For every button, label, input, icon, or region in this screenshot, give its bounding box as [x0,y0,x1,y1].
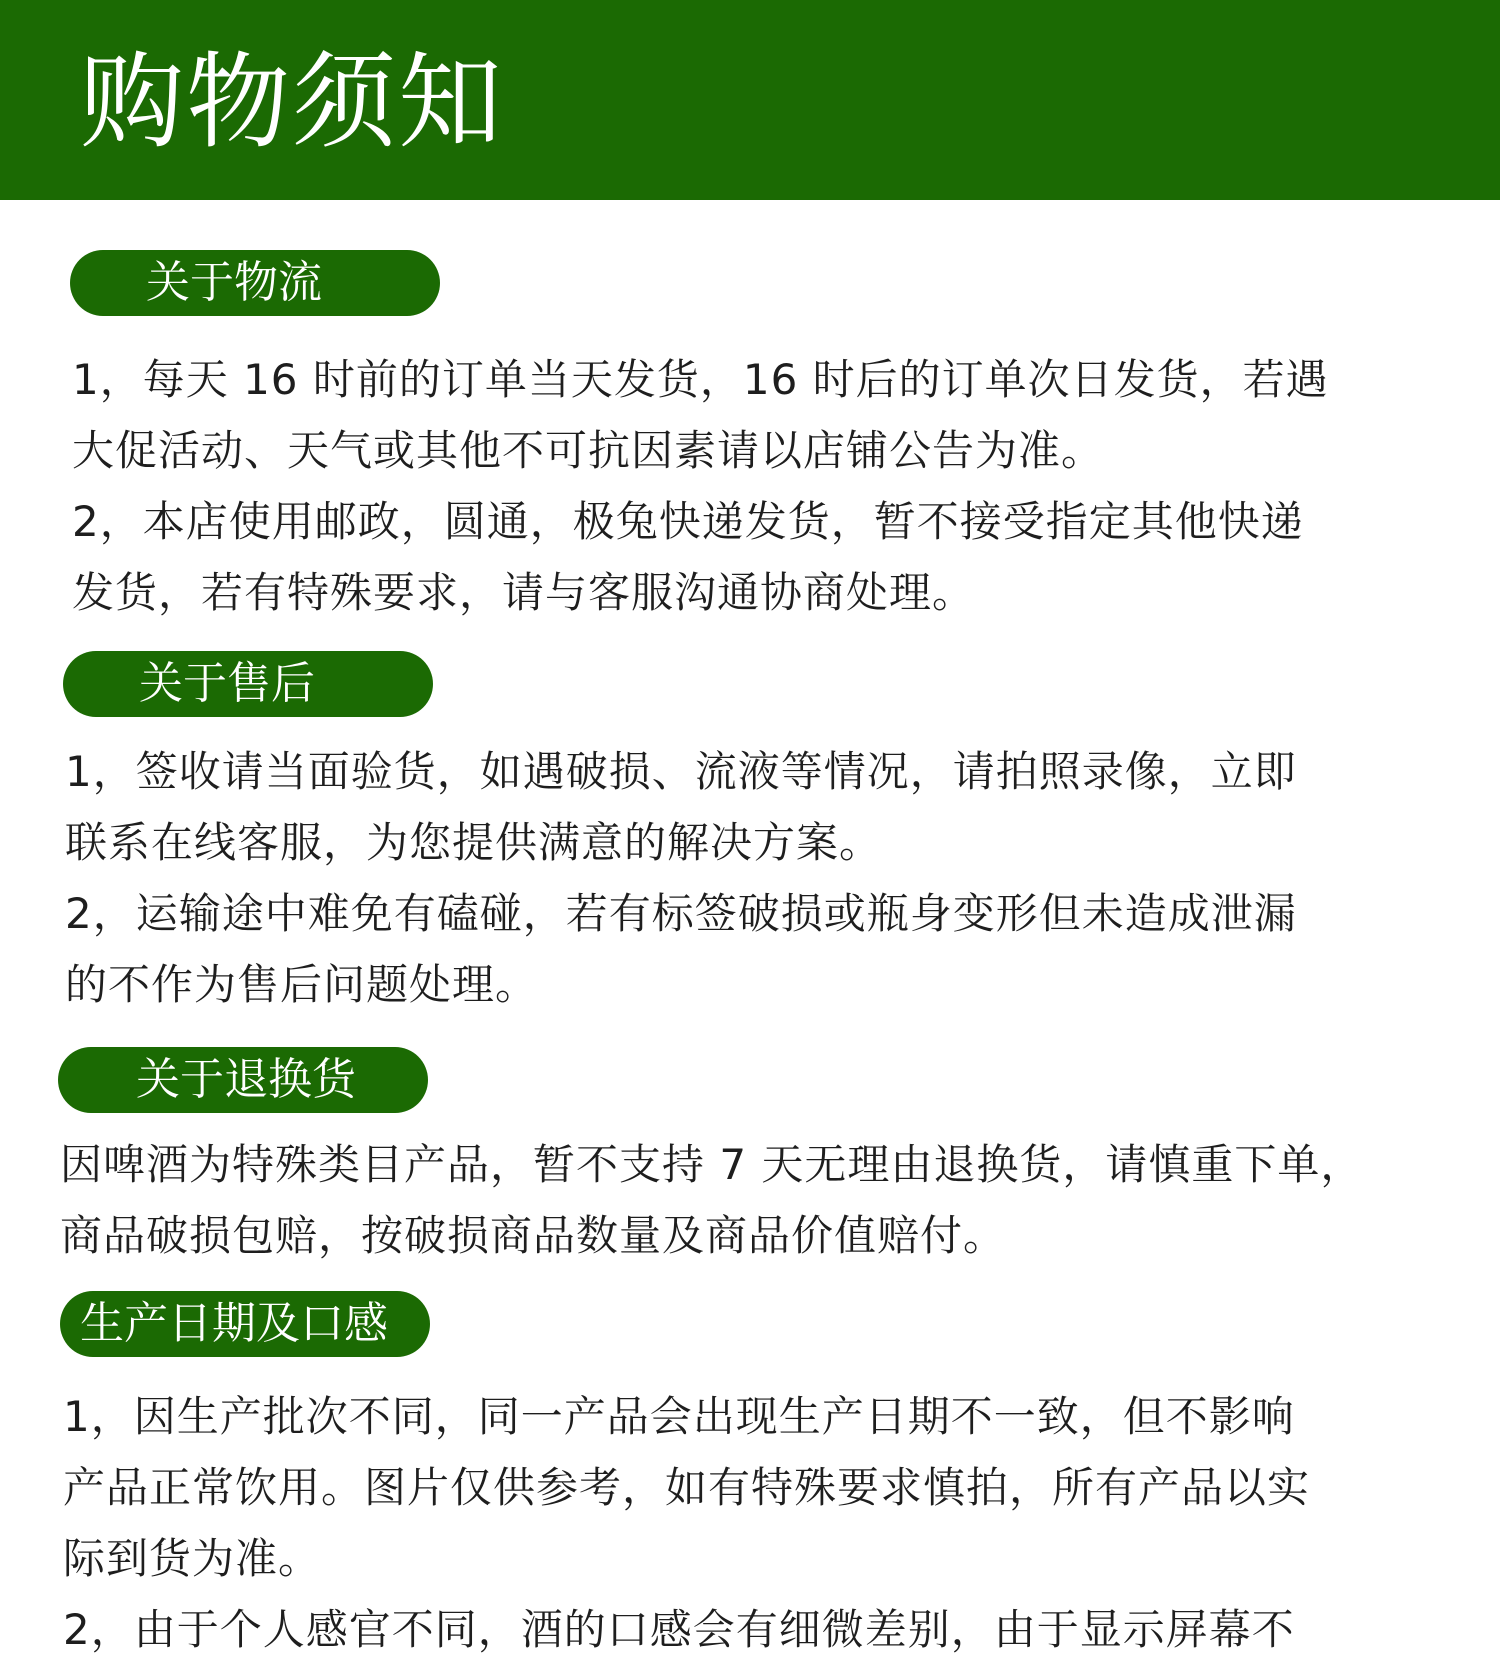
text-line: 因啤酒为特殊类目产品，暂不支持 7 天无理由退换货，请慎重下单， [60,1140,1364,1189]
section-badge-production-date [60,1291,430,1357]
section-label-logistics: 关于物流 [146,257,322,308]
text-line: 发货，若有特殊要求，请与客服沟通协商处理。 [72,568,976,617]
text-line: 产品正常饮用。图片仅供参考，如有特殊要求慎拍，所有产品以实 [63,1463,1311,1512]
text-line: 2，本店使用邮政，圆通，极兔快递发货，暂不接受指定其他快递 [72,497,1304,546]
text-line: 际到货为准。 [63,1534,322,1583]
text-line: 2，由于个人感官不同，酒的口感会有细微差别，由于显示屏幕不 [63,1605,1295,1654]
text-line: 大促活动、天气或其他不可抗因素请以店铺公告为准。 [72,426,1105,475]
header-banner [0,0,1500,200]
text-line: 1，因生产批次不同，同一产品会出现生产日期不一致，但不影响 [63,1392,1295,1441]
section-text-production-date [63,1381,1310,1665]
section-badge-after-sales [63,651,433,717]
section-text-logistics [72,344,1329,628]
text-line: 商品破损包赔，按破损商品数量及商品价值赔付。 [60,1211,1007,1260]
section-badge-logistics [70,250,440,316]
text-line: 1，签收请当面验货，如遇破损、流液等情况，请拍照录像，立即 [65,747,1297,796]
text-line: 1，每天 16 时前的订单当天发货，16 时后的订单次日发货，若遇 [72,355,1329,404]
section-text-after-sales [65,736,1297,1020]
text-line: 2，运输途中难免有磕碰，若有标签破损或瓶身变形但未造成泄漏 [65,889,1297,938]
page-title: 购物须知 [80,41,505,163]
text-line: 联系在线客服，为您提供满意的解决方案。 [65,818,883,867]
section-label-production-date: 生产日期及口感 [80,1298,388,1349]
section-label-returns: 关于退换货 [136,1054,356,1105]
section-text-returns [60,1129,1363,1271]
section-label-after-sales: 关于售后 [139,658,315,709]
text-line: 的不作为售后问题处理。 [65,960,539,1009]
section-badge-returns [58,1047,428,1113]
